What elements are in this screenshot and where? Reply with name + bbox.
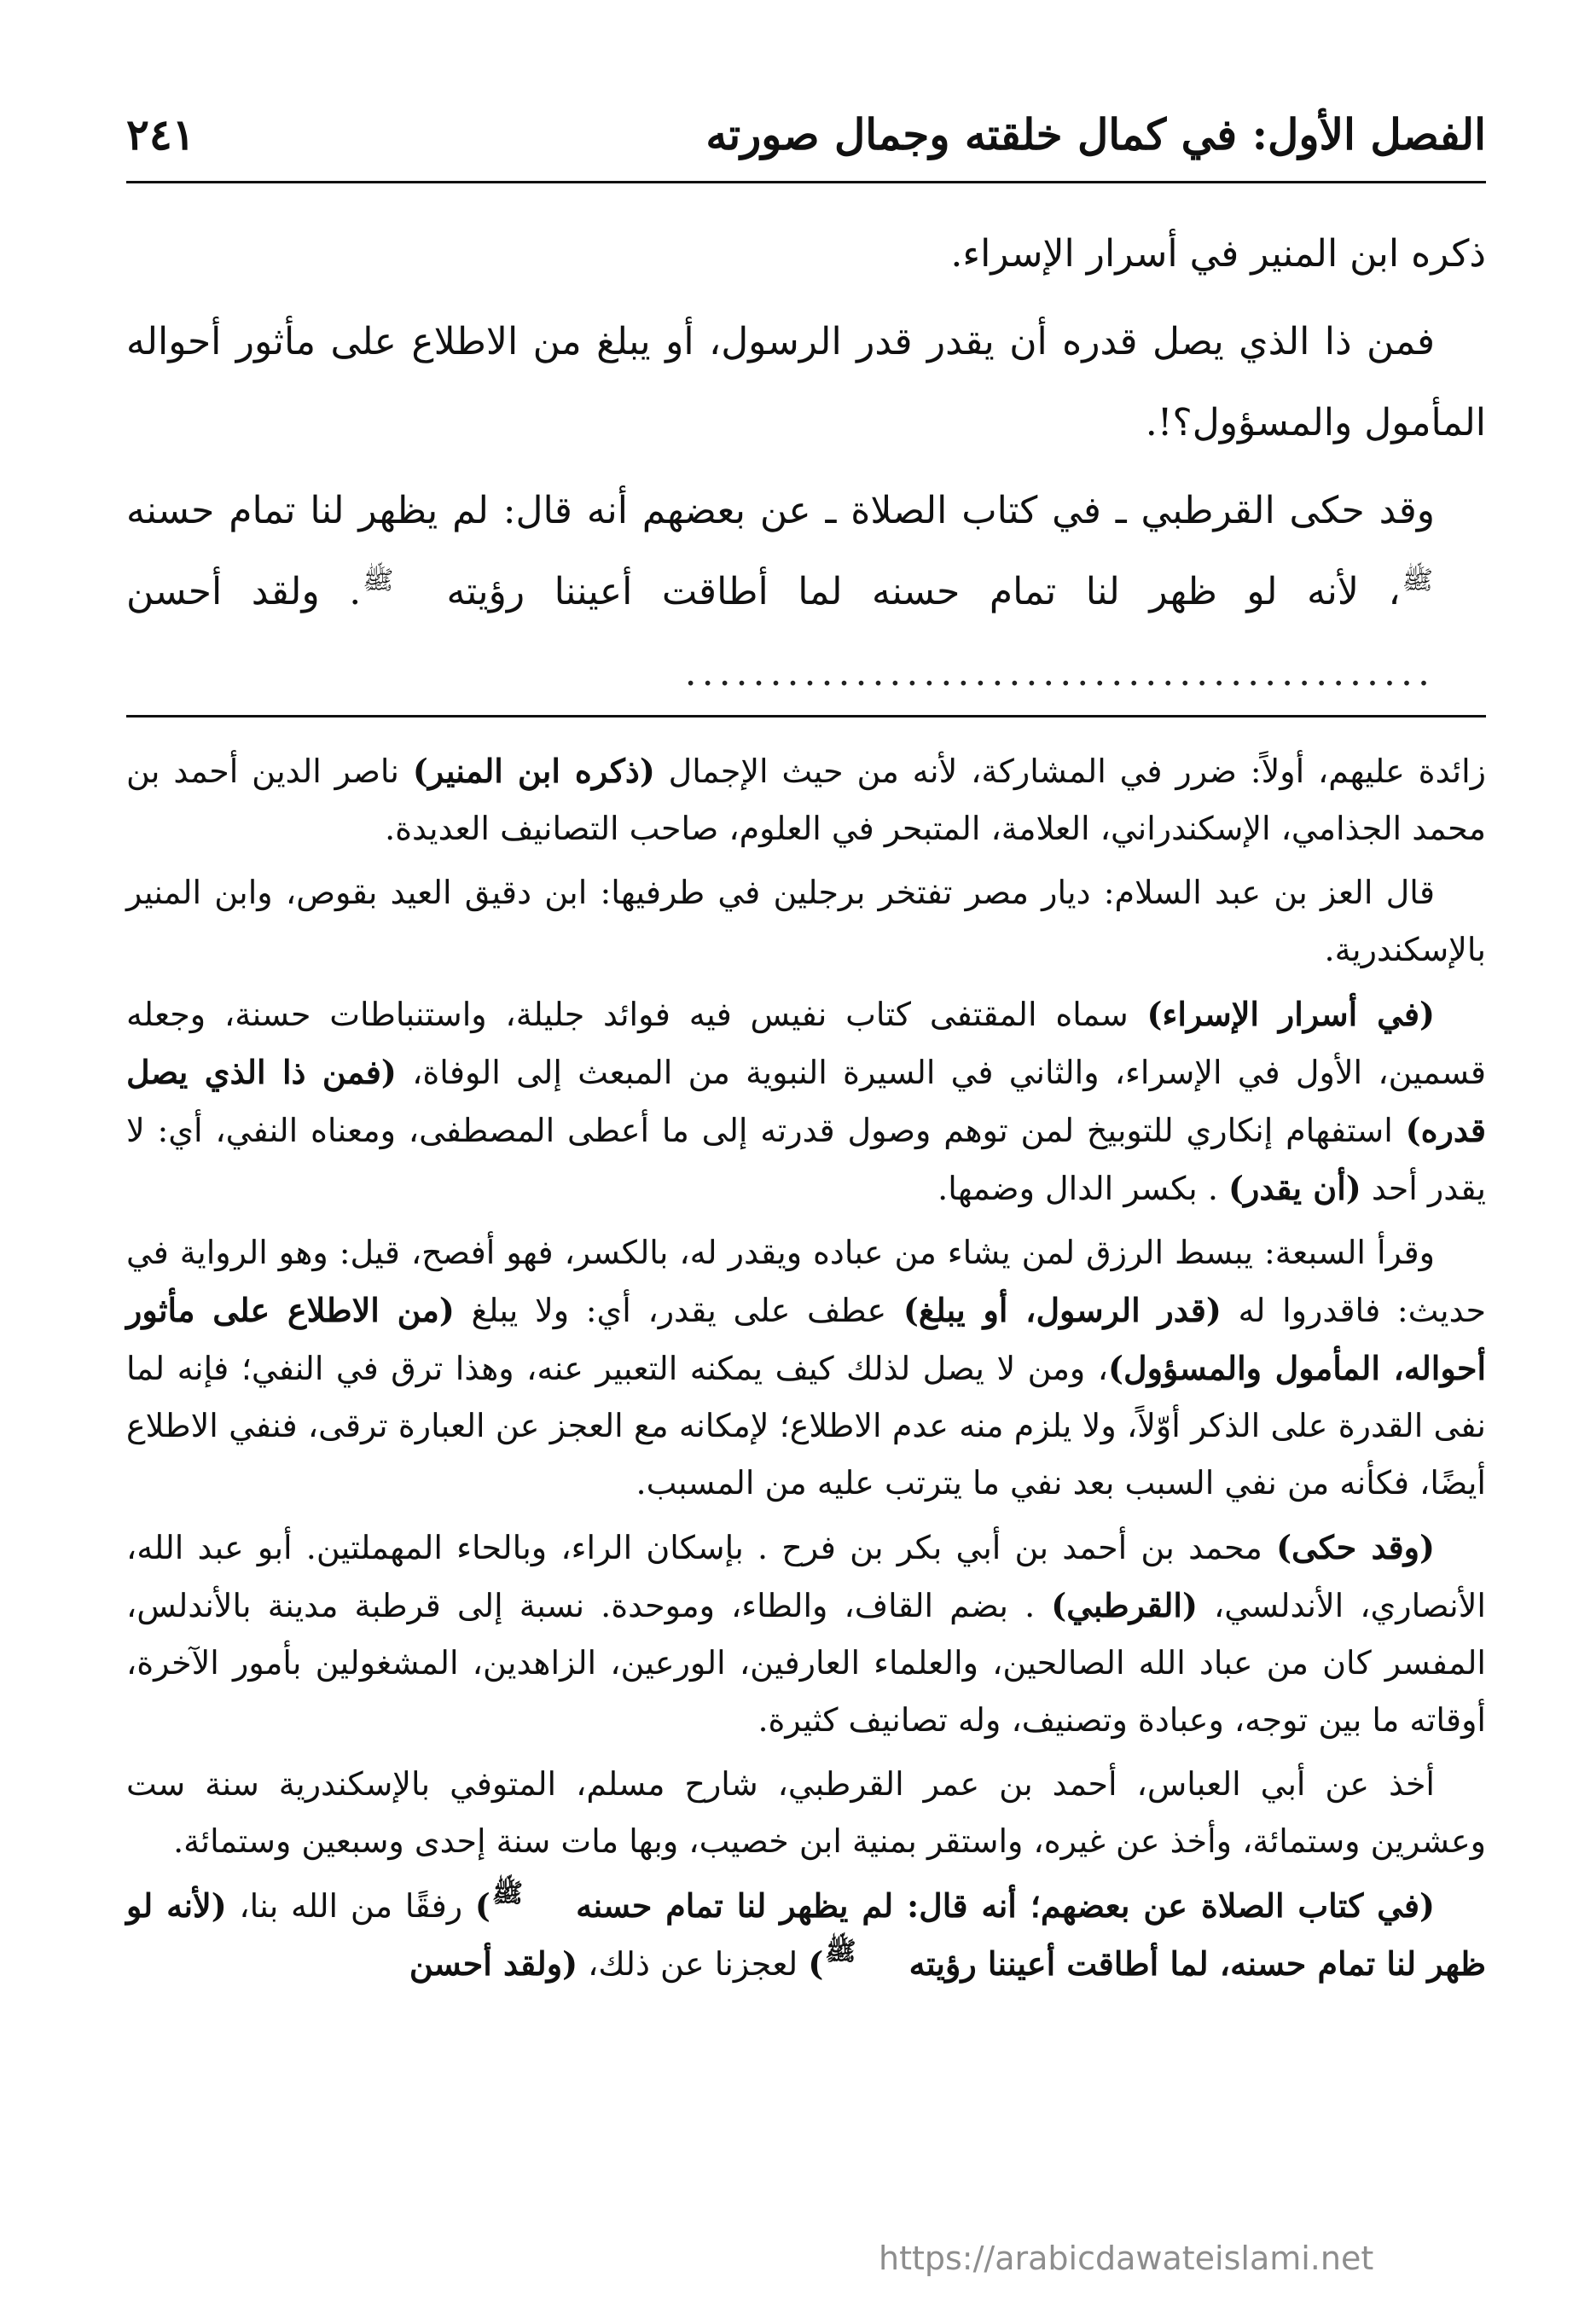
main-paragraph-3-part-c: . ولقد أحسن <box>126 570 362 613</box>
chapter-title: الفصل الأول: في كمال خلقته وجمال صورته <box>705 109 1486 160</box>
page-number: ٢٤١ <box>126 109 195 160</box>
salawat-symbol: ﷺ <box>491 1879 524 1909</box>
commentary-paragraph-5: (وقد حكى) محمد بن أحمد بن أبي بكر بن فرح . بإسكان الراء، وبالحاء المهملتين. أبو عبد الله، الأنصاري، الأندلسي، (القرطبي) . بضم القاف، والطاء، وموحدة. نسبة إلى قرطبة مدينة بالأندلس، المفسر كان من عباد الله الصالحين، والعلماء العارفين، الورعين، الزاهدين، المشغولين بأمور الآخرة، أوقاته ما بين توجه، وعبادة وتصنيف، وله تصانيف كثيرة. <box>126 1528 1486 1739</box>
header-divider <box>126 181 1486 183</box>
main-paragraph-3-part-a: وقد حكى القرطبي ـ في كتاب الصلاة ـ عن بعضهم أنه قال: لم يظهر لنا تمام حسنه <box>126 489 1435 532</box>
page-header <box>126 101 1486 169</box>
salawat-symbol: ﷺ <box>825 1937 856 1967</box>
watermark-url: https://arabicdawateislami.net <box>879 2240 1374 2277</box>
footnote-divider <box>126 715 1486 718</box>
main-paragraph-2: فمن ذا الذي يصل قدره أن يقدر قدر الرسول، أو يبلغ من الاطلاع على مأثور أحواله المأمول والمسؤول؟!. <box>126 320 1486 444</box>
quoted-phrase: (فمن ذا الذي يصل قدره) <box>126 1053 1486 1149</box>
commentary-paragraph-3: (في أسرار الإسراء) سماه المقتفى كتاب نفيس فيه فوائد جليلة، واستنباطات حسنة، وجعله قسمين، الأول في الإسراء، والثاني في السيرة النبوية من المبعث إلى الوفاة، (فمن ذا الذي يصل قدره) استفهام إنكاري للتوبيخ لمن توهم وصول قدرته إلى ما أعطى المصطفى، ومعناه النفي، أي: لا يقدر أحد (أن يقدر) . بكسر الدال وضمها. <box>126 995 1487 1207</box>
commentary-paragraph-2: قال العز بن عبد السلام: ديار مصر تفتخر برجلين في طرفيها: ابن دقيق العيد بقوص، وابن المنير بالإسكندرية. <box>126 874 1486 968</box>
commentary-paragraph-6: أخذ عن أبي العباس، أحمد بن عمر القرطبي، شارح مسلم، المتوفي بالإسكندرية سنة ست وعشرين وستمائة، وأخذ عن غيره، واستقر بمنية ابن خصيب، وبها مات سنة إحدى وسبعين وستمائة. <box>126 1765 1486 1860</box>
salawat-symbol: ﷺ <box>363 566 394 596</box>
quoted-phrase: (ذكره ابن المنير) <box>412 752 655 790</box>
quoted-phrase: (وقد حكى) <box>1276 1528 1435 1566</box>
main-text <box>126 213 1486 713</box>
commentary-paragraph-4: وقرأ السبعة: يبسط الرزق لمن يشاء من عباده ويقدر له، بالكسر، فهو أفصح، قيل: وهو الرواية في حديث: فاقدروا له (قدر الرسول، أو يبلغ) عطف على يقدر، أي: ولا يبلغ (من الاطلاع على مأثور أحواله، المأمول والمسؤول)، ومن لا يصل لذلك كيف يمكنه التعبير عنه، وهذا ترق في النفي؛ فإنه لما نفى القدرة على الذكر أوّلاً، ولا يلزم منه عدم الاطلاع؛ لإمكانه مع العجز عن العبارة ترقى، فنفي الاطلاع أيضًا، فكأنه من نفي السبب بعد نفي ما يترتب عليه من المسبب. <box>126 1234 1487 1502</box>
main-paragraph-3-part-b: ، لأنه لو ظهر لنا تمام حسنه لما أطاقت أعيننا رؤيته <box>446 570 1401 613</box>
quoted-phrase: (ولقد أحسن <box>409 1944 578 1983</box>
ellipsis-dots: ............................................ <box>684 651 1435 694</box>
commentary <box>126 742 1486 2000</box>
commentary-paragraph-1: زائدة عليهم، أولاً: ضرر في المشاركة، لأنه من حيث الإجمال (ذكره ابن المنير) ناصر الدين أحمد بن محمد الجذامي، الإسكندراني، العلامة، المتبحر في العلوم، صاحب التصانيف العديدة. <box>126 752 1487 847</box>
main-paragraph-1: ذكره ابن المنير في أسرار الإسراء. <box>950 232 1486 276</box>
main-paragraph-3 <box>126 470 1486 713</box>
quoted-phrase: (أن يقدر) <box>1228 1169 1361 1207</box>
quoted-phrase: (قدر الرسول، أو يبلغ) <box>903 1291 1222 1329</box>
quoted-phrase: (من الاطلاع على مأثور أحواله، المأمول والمسؤول) <box>126 1291 1487 1387</box>
salawat-symbol: ﷺ <box>1402 566 1433 596</box>
quoted-phrase: (لأنه لو ظهر لنا تمام حسنه، لما أطاقت أعيننا رؤيتهﷺ) <box>126 1886 1486 1983</box>
commentary-paragraph-7: (في كتاب الصلاة عن بعضهم؛ أنه قال: لم يظهر لنا تمام حسنهﷺ) رفقًا من الله بنا، (لأنه لو ظهر لنا تمام حسنه، لما أطاقت أعيننا رؤيتهﷺ) لعجزنا عن ذلك، (ولقد أحسن <box>126 1879 1486 1983</box>
quoted-phrase: (القرطبي) <box>1051 1586 1198 1624</box>
quoted-phrase: (في كتاب الصلاة عن بعضهم؛ أنه قال: لم يظهر لنا تمام حسنهﷺ) <box>474 1879 1435 1925</box>
quoted-phrase: (في أسرار الإسراء) <box>1146 995 1435 1033</box>
